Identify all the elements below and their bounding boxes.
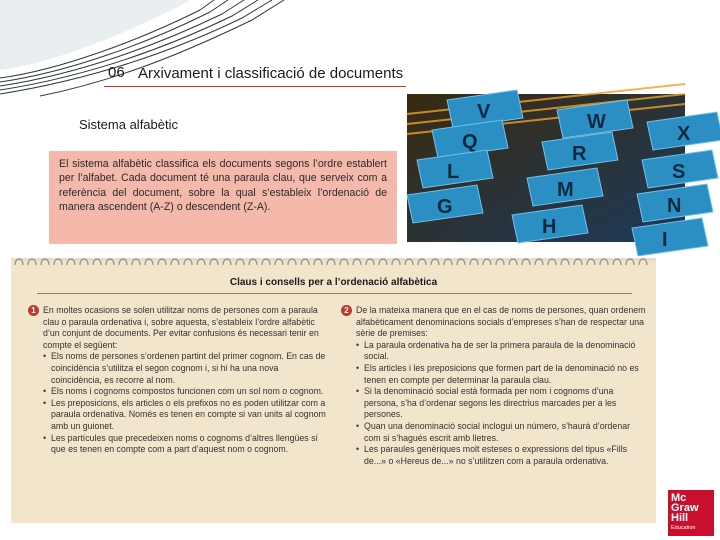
list-item: • Els noms de persones s’ordenen partint del primer cognom. En cas de coincidència s’utilitza el segon cognom i, si hi ha una nova coincidència, es recorre al nom. <box>43 351 328 386</box>
tips-panel <box>11 258 656 523</box>
key-letter: S <box>672 161 686 183</box>
logo-line: Graw <box>671 502 699 514</box>
unit-header <box>104 62 406 87</box>
logo-line: Mc <box>671 492 687 504</box>
list-item: • Els noms i cognoms compostos funcionen com un sol nom o cognom. <box>43 386 328 398</box>
unit-title: Arxivament i classificació de documents <box>138 65 404 82</box>
spiral-binding <box>11 255 656 267</box>
key-letter: L <box>447 161 460 183</box>
definition-text: El sistema alfabètic classifica els documents segons l’ordre establert per l’alfabet. Cada document té una paraula clau, que serveix com a referència del document, sobre la qual s’estableix l’ordenació de manera ascendent (A-Z) o descendent (Z-A). <box>59 158 387 214</box>
key-letter: G <box>437 196 453 218</box>
list-item: • Els articles i les preposicions que formen part de la denominació no es tenen en compte per determinar la paraula clau. <box>356 363 646 386</box>
key-letter: N <box>667 195 682 217</box>
key-letter: R <box>572 143 587 165</box>
list-item: • Les partícules que precedeixen noms o cognoms d’altres llengües sí que es tenen en compte com a part d’aquest nom o cognom. <box>43 433 328 456</box>
list-item: • Si la denominació social està formada per nom i cognoms d’una persona, s’ha d’ordenar segons les directrius marcades per a les persones. <box>356 386 646 421</box>
tips-list-2 <box>341 340 646 468</box>
unit-number: 06 <box>108 64 125 81</box>
key-letter: M <box>557 179 574 201</box>
column-intro: De la mateixa manera que en el cas de noms de persones, quan ordenem alfabèticament denominacions socials d’empreses s’han de respectar una sèrie de premises: <box>356 305 646 339</box>
publisher-logo <box>668 490 714 536</box>
key-letter: W <box>587 111 606 133</box>
key-letter: V <box>477 101 491 123</box>
key-letter: Q <box>462 131 478 153</box>
list-item: • Quan una denominació social inclogui un número, s’haurà d’ordenar com si s’hagués escrit amb lletres. <box>356 421 646 444</box>
tips-column-2 <box>341 305 646 467</box>
list-item: • La paraula ordenativa ha de ser la primera paraula de la denominació social. <box>356 340 646 363</box>
number-badge: 1 <box>28 305 39 316</box>
section-title: Sistema alfabètic <box>79 117 178 132</box>
tips-list-1 <box>28 351 328 455</box>
logo-subtitle: Education <box>671 525 696 531</box>
key-letter: I <box>662 229 668 251</box>
column-intro: En moltes ocasions se solen utilitzar noms de persones com a paraula clau o paraula ordenativa i, sobre aquesta, s’estableix l’ordre alfabètic d’un conjunt de documents. Per evitar confusions és necessari tenir en compte el següent: <box>43 305 319 350</box>
panel-title: Claus i consells per a l’ordenació alfabètica <box>229 277 438 288</box>
keyboard-photo <box>407 94 691 251</box>
definition-box <box>49 151 397 244</box>
tips-column-1 <box>28 305 328 456</box>
title-divider <box>37 293 632 294</box>
key-letter: X <box>677 123 691 145</box>
number-badge: 2 <box>341 305 352 316</box>
key-letter: H <box>542 216 557 238</box>
list-item: • Les paraules genèriques molt esteses o expressions del tipus «Fills de...» o «Hereus de...» no s’utilitzen com a paraula ordenativa. <box>356 444 646 467</box>
list-item: • Les preposicions, els articles o els prefixos no es poden utilitzar com a paraula ordenativa. Només es tenen en compte si van units al cognom amb un guionet. <box>43 398 328 433</box>
logo-line: Hill <box>671 512 689 524</box>
